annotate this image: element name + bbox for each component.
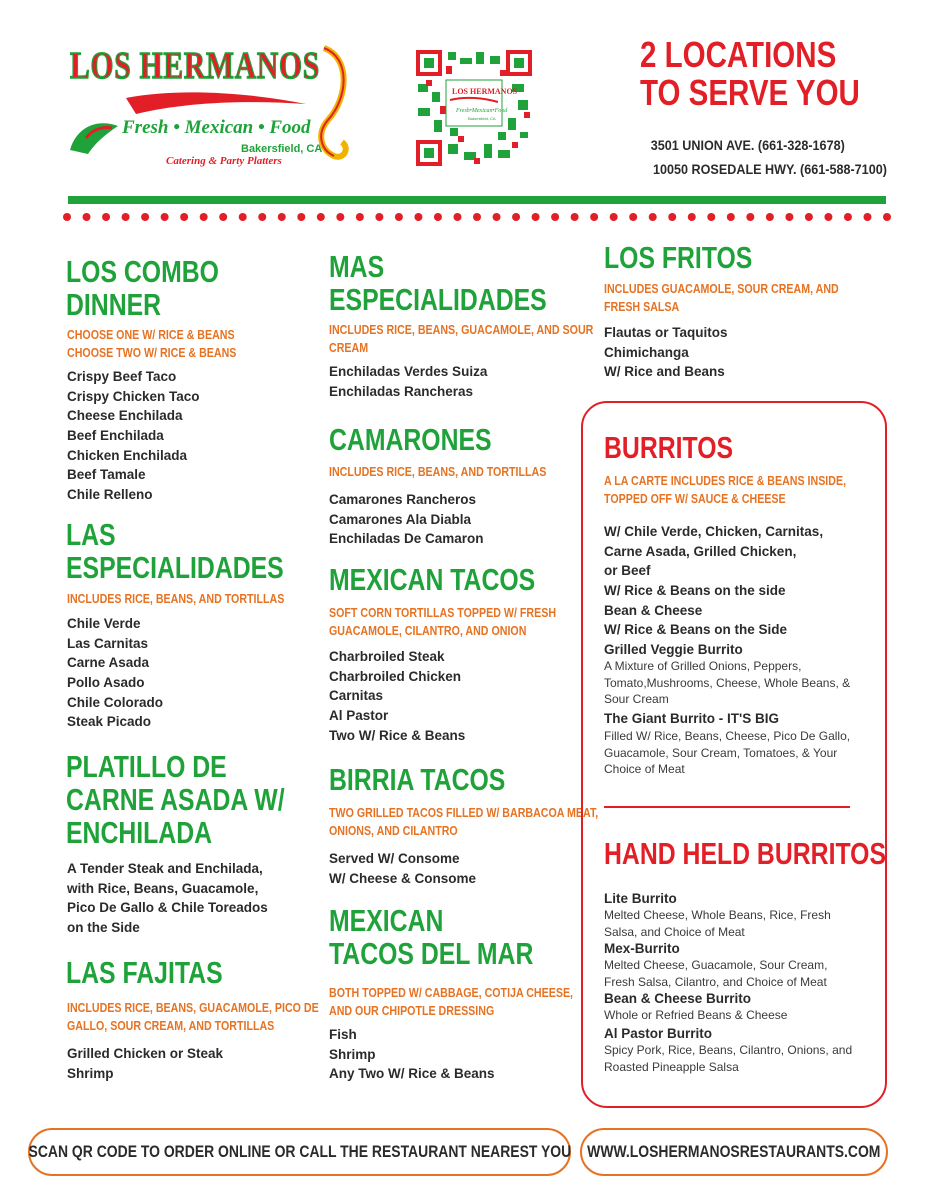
menu-item: Al Pastor [329,708,389,724]
hand-held-item-name: Al Pastor Burrito [604,1026,713,1041]
section-subtitle-mas-especialidades: INCLUDES RICE, BEANS, GUACAMOLE, AND SOUR CREAM [329,322,594,355]
menu-item: W/ Cheese & Consome [329,870,477,886]
section-title-birria-tacos: BIRRIA TACOS [329,762,506,797]
las-especialidades-items [67,614,163,732]
divider-dot [102,213,110,221]
hand-held-item-description: Melted Cheese, Guacamole, Sour Cream, Fresh Salsa, Cilantro, and Choice of Meat [604,958,828,989]
divider-dot [629,213,637,221]
hand-held-item-description: Melted Cheese, Whole Beans, Rice, Fresh Salsa, and Choice of Meat [604,908,831,939]
divider-dot [414,213,422,221]
divider-dot [375,213,383,221]
divider-dot [297,213,305,221]
section-subtitle-tacos-del-mar: BOTH TOPPED W/ CABBAGE, COTIJA CHEESE, AND OUR CHIPOTLE DRESSING [329,985,574,1018]
menu-line: Grilled Veggie Burrito [604,642,743,658]
menu-item: Beef Tamale [67,467,146,483]
menu-item: Steak Picado [67,714,152,730]
svg-text:LOS HERMANOS: LOS HERMANOS [452,87,518,96]
menu-line: W/ Rice & Beans on the Side [604,622,788,638]
menu-item: Enchiladas Verdes Suiza [329,364,488,379]
divider-dot [434,213,442,221]
giant-burrito-name: The Giant Burrito - IT'S BIG [604,711,779,726]
locations-title: 2 LOCATIONS TO SERVE YOU [640,34,860,113]
menu-item: Any Two W/ Rice & Beans [329,1066,495,1082]
divider-dot [785,213,793,221]
section-title-combo-dinner: LOS COMBO DINNER [66,254,219,322]
divider-dot [395,213,403,221]
divider-dot [844,213,852,221]
tacos-del-mar-items [329,1025,495,1084]
menu-item: Served W/ Consome [329,851,460,866]
menu-item: Carne Asada [67,655,150,671]
order-online-text: SCAN QR CODE TO ORDER ONLINE OR CALL THE RESTAURANT NEAREST YOU [28,1142,571,1161]
header-divider [68,196,886,204]
svg-text:Bakersfield, CA: Bakersfield, CA [468,116,496,121]
hand-held-item-name: Lite Burrito [604,891,677,906]
description-line: Pico De Gallo & Chile Toreados [67,900,268,916]
divider-dot [278,213,286,221]
section-title-hand-held-burritos: HAND HELD BURRITOS [604,836,886,871]
divider-dot [668,213,676,221]
section-subtitle-mexican-tacos: SOFT CORN TORTILLAS TOPPED W/ FRESH GUACAMOLE, CILANTRO, AND ONION [329,605,557,638]
divider-dot [610,213,618,221]
section-title-burritos: BURRITOS [604,430,734,465]
mas-especialidades-items [329,362,487,401]
divider-dot [141,213,149,221]
divider-dot [590,213,598,221]
section-subtitle-fajitas: INCLUDES RICE, BEANS, GUACAMOLE, PICO DE GALLO, SOUR CREAM, AND TORTILLAS [67,1000,319,1033]
menu-line: W/ Chile Verde, Chicken, Carnitas, [604,524,824,539]
section-title-tacos-del-mar: MEXICAN TACOS DEL MAR [329,903,534,971]
fajitas-items [67,1044,223,1083]
description-line: on the Side [67,920,140,936]
divider-dot [258,213,266,221]
divider-dot [727,213,735,221]
menu-item: Charbroiled Chicken [329,668,462,684]
divider-dot [824,213,832,221]
divider-dot [180,213,188,221]
section-title-camarones: CAMARONES [329,422,492,457]
svg-text:LOS HERMANOS: LOS HERMANOS [70,45,320,87]
menu-item: Charbroiled Steak [329,649,445,664]
divider-dot [453,213,461,221]
divider-dot [200,213,208,221]
divider-dot [63,213,71,221]
section-title-fajitas: LAS FAJITAS [66,955,223,990]
website-link[interactable] [580,1128,888,1176]
menu-item: Chile Verde [67,616,141,631]
address-union-ave[interactable]: 3501 UNION AVE. (661-328-1678) [650,137,845,153]
divider-dot [883,213,891,221]
mexican-tacos-items [329,647,465,745]
menu-line: or Beef [604,563,651,579]
divider-dot [551,213,559,221]
divider-dot [512,213,520,221]
divider-dot [122,213,130,221]
address-rosedale-hwy[interactable]: 10050 ROSEDALE HWY. (661-588-7100) [652,161,887,177]
menu-item: Cheese Enchilada [67,408,183,424]
menu-item: Shrimp [329,1046,376,1062]
hand-held-item-name: Bean & Cheese Burrito [604,991,752,1006]
menu-item: Carnitas [329,688,384,704]
los-hermanos-logo [66,38,356,173]
burritos-items [604,522,823,660]
section-subtitle-los-fritos: INCLUDES GUACAMOLE, SOUR CREAM, AND FRESH SALSA [604,281,839,314]
menu-line: Bean & Cheese [604,602,703,618]
giant-burrito-description: Filled W/ Rice, Beans, Cheese, Pico De Gallo, Guacamole, Sour Cream, Tomatoes, & Your Choice of Meat [604,729,851,776]
menu-item: Enchiladas De Camaron [329,531,484,547]
camarones-items [329,490,484,549]
website-url: WWW.LOSHERMANOSRESTAURANTS.COM [587,1142,881,1161]
order-online-banner[interactable] [28,1128,571,1176]
menu-item: Two W/ Rice & Beans [329,727,466,743]
dotted-divider [62,212,892,222]
divider-dot [766,213,774,221]
menu-item: Chicken Enchilada [67,447,188,463]
menu-item: Beef Enchilada [67,428,164,444]
menu-item: Shrimp [67,1065,114,1081]
menu-item: Fish [329,1027,357,1042]
los-fritos-items [604,323,728,382]
svg-text:Bakersfield, CA: Bakersfield, CA [241,143,323,155]
menu-item: Chile Colorado [67,694,164,710]
menu-item: W/ Rice and Beans [604,364,725,380]
menu-item: Camarones Rancheros [329,492,477,507]
divider-dot [805,213,813,221]
section-title-mas-especialidades: MAS ESPECIALIDADES [329,249,547,317]
divider-dot [532,213,540,221]
section-subtitle-combo: CHOOSE ONE W/ RICE & BEANS CHOOSE TWO W/ RICE & BEANS [67,327,237,360]
birria-items [329,849,476,888]
hand-held-item-description: Whole or Refried Beans & Cheese [604,1008,788,1022]
veggie-burrito-description: A Mixture of Grilled Onions, Peppers, Tomato,Mushrooms, Cheese, Whole Beans, & Sour Cream [604,659,851,706]
svg-text:Catering & Party Platters: Catering & Party Platters [166,155,282,167]
combo-items [67,367,200,505]
section-title-las-especialidades: LAS ESPECIALIDADES [66,517,284,585]
hand-held-item-description: Spicy Pork, Rice, Beans, Cilantro, Onions, and Roasted Pineapple Salsa [604,1043,853,1074]
divider-dot [83,213,91,221]
menu-line: W/ Rice & Beans on the side [604,583,786,599]
section-title-platillo: PLATILLO DE CARNE ASADA W/ ENCHILADA [66,749,285,850]
menu-item: Camarones Ala Diabla [329,511,472,527]
divider-dot [161,213,169,221]
description-line: with Rice, Beans, Guacamole, [67,880,259,896]
section-title-los-fritos: LOS FRITOS [604,240,753,275]
divider-dot [688,213,696,221]
divider-dot [863,213,871,221]
menu-item: Flautas or Taquitos [604,325,728,340]
menu-item: Grilled Chicken or Steak [67,1046,224,1061]
platillo-description [67,859,268,938]
menu-line: Carne Asada, Grilled Chicken, [604,543,797,559]
menu-item: Chile Relleno [67,487,153,503]
divider-dot [356,213,364,221]
svg-text:Fresh•Mexican•Food: Fresh•Mexican•Food [456,108,508,114]
section-subtitle-birria: TWO GRILLED TACOS FILLED W/ BARBACOA MEAT, ONIONS, AND CILANTRO [329,805,599,838]
divider-dot [219,213,227,221]
menu-item: Las Carnitas [67,635,149,651]
section-subtitle-burritos: A LA CARTE INCLUDES RICE & BEANS INSIDE, TOPPED OFF W/ SAUCE & CHEESE [604,473,847,506]
menu-item: Crispy Beef Taco [67,369,177,384]
divider-dot [649,213,657,221]
divider-dot [571,213,579,221]
divider-dot [317,213,325,221]
divider-dot [336,213,344,221]
divider-dot [493,213,501,221]
divider-dot [473,213,481,221]
divider-dot [239,213,247,221]
description-line: A Tender Steak and Enchilada, [67,861,263,876]
section-subtitle-camarones: INCLUDES RICE, BEANS, AND TORTILLAS [329,464,547,479]
burritos-divider [604,806,850,808]
section-subtitle-las-especialidades: INCLUDES RICE, BEANS, AND TORTILLAS [67,591,285,606]
menu-item: Chimichanga [604,344,689,360]
divider-dot [746,213,754,221]
menu-item: Crispy Chicken Taco [67,388,200,404]
svg-text:Fresh • Mexican • Food: Fresh • Mexican • Food [122,117,311,138]
divider-dot [707,213,715,221]
menu-item: Enchiladas Rancheras [329,383,474,399]
menu-item: Pollo Asado [67,675,145,691]
section-title-mexican-tacos: MEXICAN TACOS [329,562,536,597]
hand-held-item-name: Mex-Burrito [604,941,680,956]
qr-code[interactable] [414,48,534,168]
